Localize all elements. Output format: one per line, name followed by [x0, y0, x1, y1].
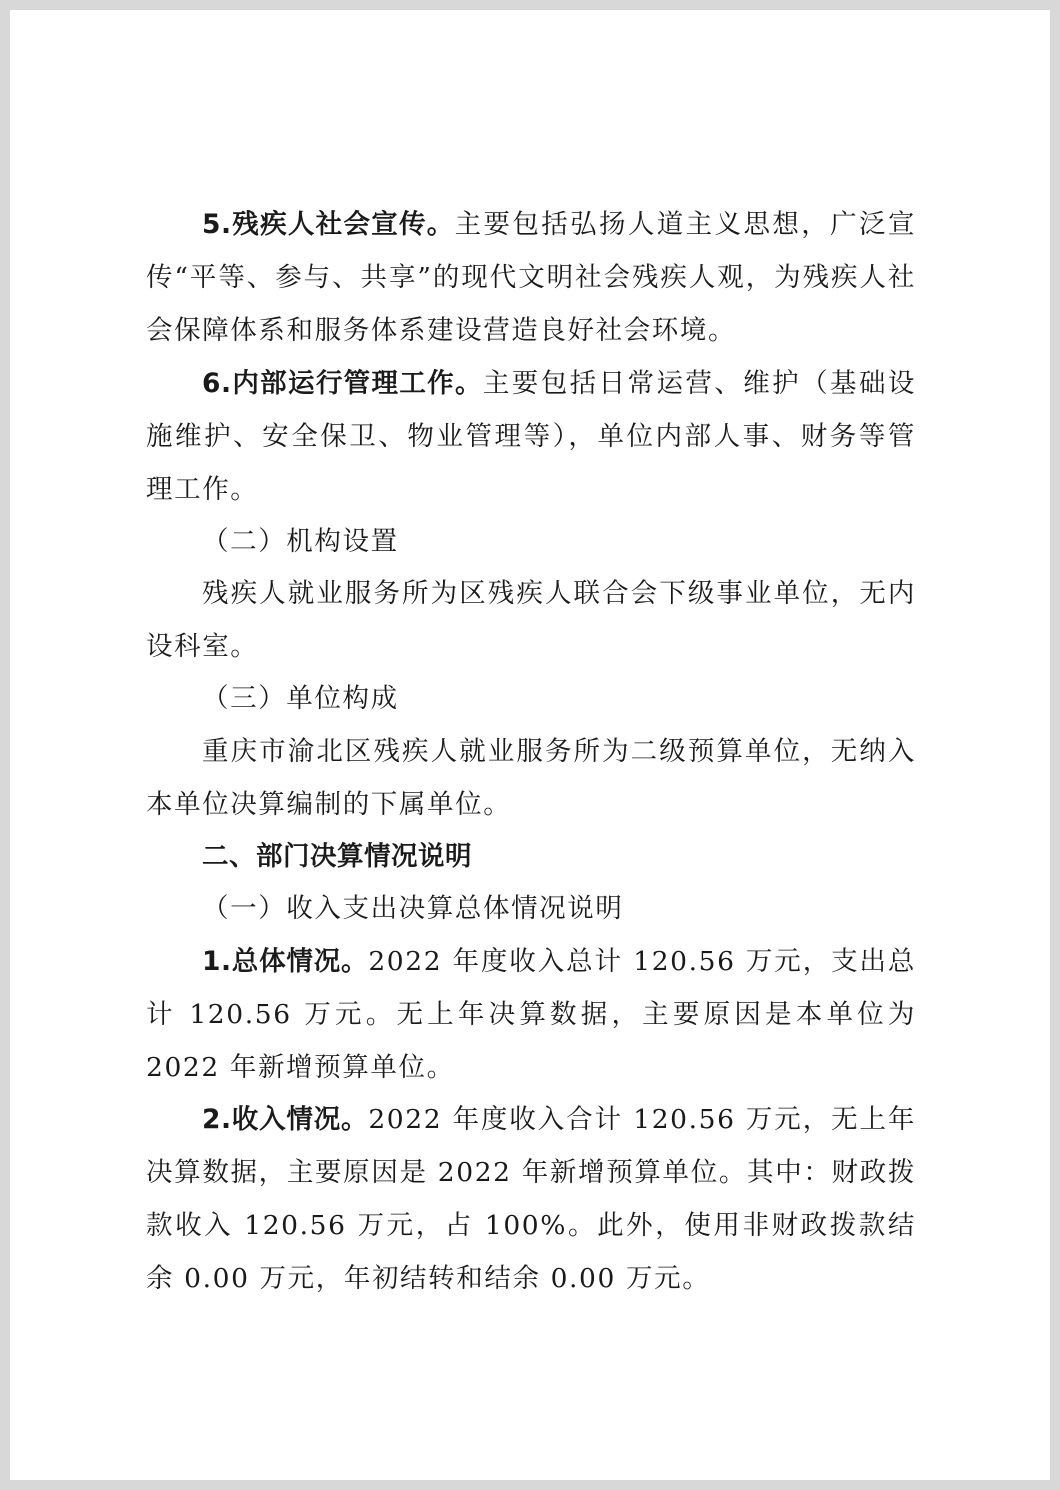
paragraph-text: 2022 年度收入合计 120.56 万元，无上年决算数据，主要原因是 2022 年新增预算单位。其中：财政拨款收入 120.56 万元，占 100%。此外，使用非财政拨款结余 0.00 万元，年初结转和结余 0.00 万元。	[146, 1104, 916, 1294]
paragraph-text: 主要包括日常运营、维护（基础设施维护、安全保卫、物业管理等），单位内部人事、财务等管理工作。	[146, 368, 917, 505]
paragraph-lead: 1.总体情况。	[202, 946, 369, 977]
paragraph-lead: 2.收入情况。	[202, 1104, 369, 1135]
paragraph-lead: 6.内部运行管理工作。	[202, 368, 483, 399]
paragraph-text: 重庆市渝北区残疾人就业服务所为二级预算单位，无纳入本单位决算编制的下属单位。	[146, 736, 916, 820]
section-heading-organization	[146, 515, 916, 568]
section-heading-income-expense	[146, 882, 916, 935]
paragraph-text: 主要包括弘扬人道主义思想，广泛宣传“平等、参与、共享”的现代文明社会残疾人观，为残疾人社会保障体系和服务体系建设营造良好社会环境。	[146, 209, 916, 346]
section-heading-composition	[146, 672, 916, 725]
paragraph-internal-management	[146, 357, 916, 516]
paragraph-text: （二）机构设置	[202, 526, 399, 557]
section-heading-final-accounts	[146, 830, 916, 883]
paragraph-organization	[146, 567, 916, 673]
paragraph-text: 残疾人就业服务所为区残疾人联合会下级事业单位，无内设科室。	[146, 578, 916, 662]
paragraph-text: （一）收入支出决算总体情况说明	[202, 893, 624, 924]
paragraph-social-publicity	[146, 198, 916, 357]
paragraph-income	[146, 1093, 916, 1305]
document-page	[10, 10, 1050, 1480]
paragraph-text: 二、部门决算情况说明	[202, 841, 472, 872]
paragraph-text: 2022 年度收入总计 120.56 万元，支出总计 120.56 万元。无上年决算数据，主要原因是本单位为 2022 年新增预算单位。	[146, 946, 916, 1083]
paragraph-composition	[146, 725, 916, 831]
paragraph-overall	[146, 935, 916, 1094]
paragraph-lead: 5.残疾人社会宣传。	[202, 209, 455, 240]
paragraph-text: （三）单位构成	[202, 683, 399, 714]
